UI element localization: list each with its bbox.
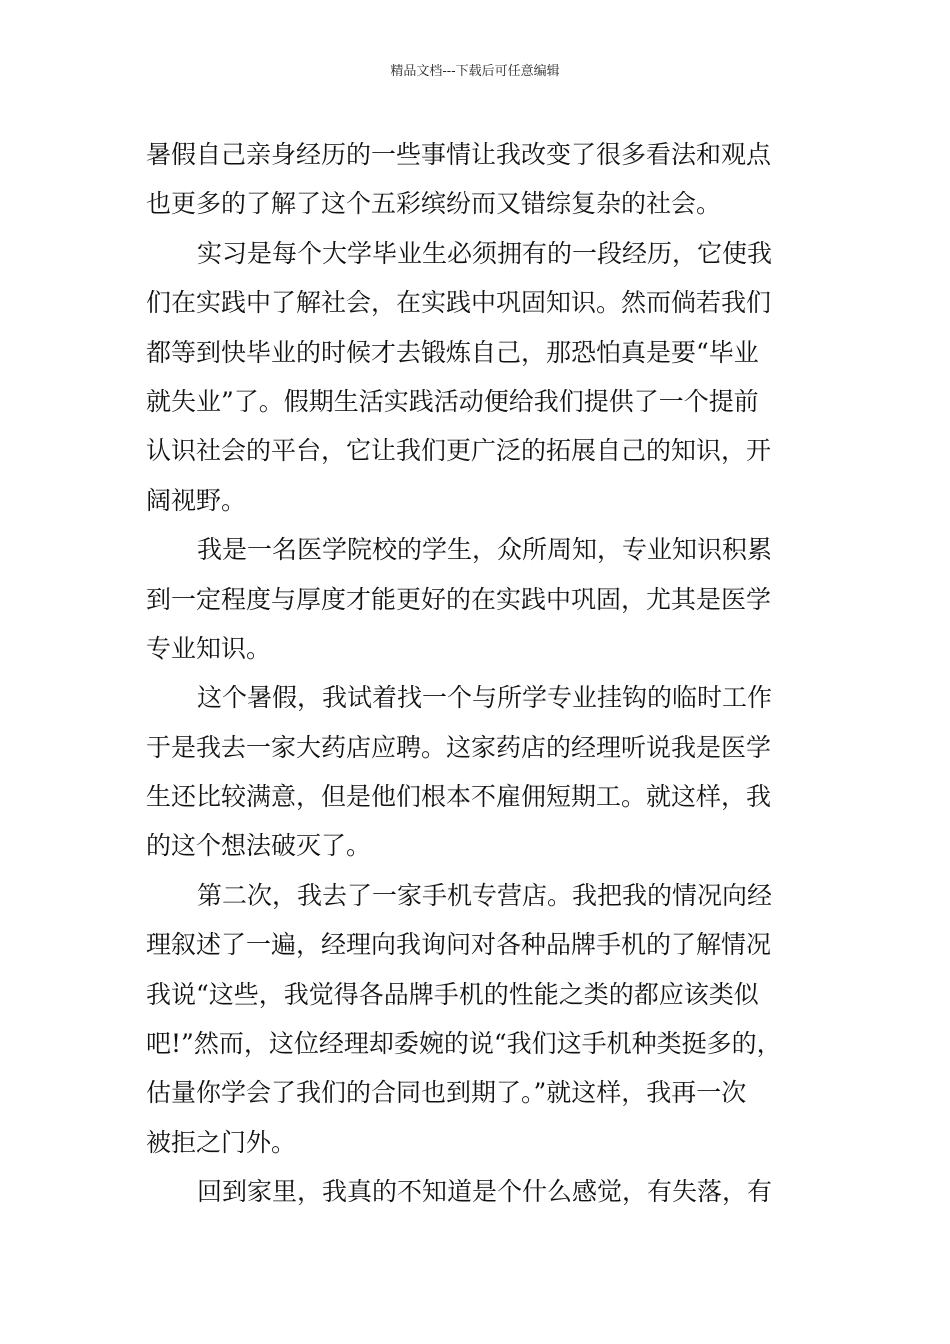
text-line: 也更多的了解了这个五彩缤纷而又错综复杂的社会。 [146, 189, 722, 219]
text-line: 吧!”然而，这位经理却委婉的说“我们这手机种类挺多的， [146, 1029, 782, 1059]
text-line: 生还比较满意，但是他们根本不雇佣短期工。就这样，我 [146, 782, 772, 812]
text-line: 们在实践中了解社会，在实践中巩固知识。然而倘若我们 [146, 288, 772, 318]
text-line: 专业知识。 [146, 633, 272, 663]
text-line: 阔视野。 [146, 485, 247, 515]
text-line: 都等到快毕业的时候才去锻炼自己，那恐怕真是要“毕业 [146, 337, 759, 367]
text-line: 的这个想法破灭了。 [146, 831, 372, 861]
text-line: 估量你学会了我们的合同也到期了。”就这样，我再一次 [146, 1078, 747, 1108]
body-text [146, 130, 814, 1217]
text-line: 第二次，我去了一家手机专营店。我把我的情况向经 [197, 880, 773, 910]
text-line: 回到家里，我真的不知道是个什么感觉，有失落，有 [197, 1177, 773, 1207]
text-line: 到一定程度与厚度才能更好的在实践中巩固，尤其是医学 [146, 584, 772, 614]
page-header: 精品文档---下载后可任意编辑 [390, 64, 560, 79]
text-line: 就失业”了。假期生活实践活动便给我们提供了一个提前 [146, 386, 759, 416]
text-line: 被拒之门外。 [146, 1127, 297, 1157]
text-line: 于是我去一家大药店应聘。这家药店的经理听说我是医学 [146, 732, 772, 762]
text-line: 认识社会的平台，它让我们更广泛的拓展自己的知识，开 [146, 436, 772, 466]
text-line: 暑假自己亲身经历的一些事情让我改变了很多看法和观点 [146, 140, 772, 169]
text-line: 我是一名医学院校的学生，众所周知，专业知识积累 [197, 535, 773, 565]
text-line: 这个暑假，我试着找一个与所学专业挂钩的临时工作 [197, 683, 773, 713]
text-line: 我说“这些，我觉得各品牌手机的性能之类的都应该类似 [146, 979, 759, 1009]
text-line: 实习是每个大学毕业生必须拥有的一段经历，它使我 [197, 238, 773, 268]
text-line: 理叙述了一遍，经理向我询问对各种品牌手机的了解情况 [146, 930, 772, 960]
